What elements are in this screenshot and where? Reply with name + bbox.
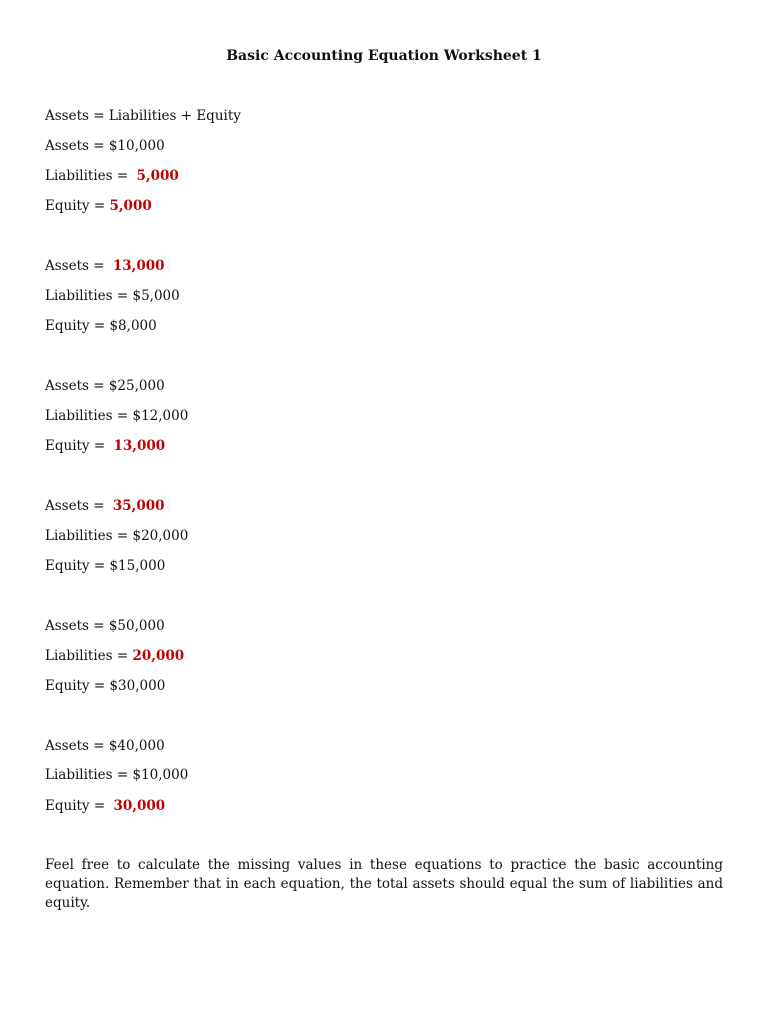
assets-value: $50,000: [108, 618, 165, 634]
problem-5-assets: [45, 617, 165, 635]
worksheet-title: Basic Accounting Equation Worksheet 1: [226, 48, 542, 64]
liabilities-value: $20,000: [132, 528, 189, 544]
liabilities-label: Liabilities =: [45, 767, 133, 783]
liabilities-value: $10,000: [132, 767, 189, 783]
assets-value: $40,000: [108, 738, 165, 754]
problem-6-equity: [45, 797, 165, 815]
assets-label: Assets =: [45, 738, 109, 754]
equity-answer: 30,000: [113, 798, 166, 814]
equity-answer: 5,000: [109, 198, 152, 214]
problem-6-assets: [45, 737, 165, 755]
problem-5-equity: [45, 677, 165, 695]
equity-value: $30,000: [109, 678, 166, 694]
equity-label: Equity =: [45, 318, 110, 334]
equity-label: Equity =: [45, 558, 110, 574]
problem-5-liabilities: [45, 647, 184, 665]
liabilities-label: Liabilities =: [45, 648, 133, 664]
assets-label: Assets =: [45, 138, 109, 154]
problem-3-equity: [45, 437, 165, 455]
equity-label: Equity =: [45, 798, 110, 814]
problem-1-assets: [45, 137, 165, 155]
assets-answer: 13,000: [112, 258, 165, 274]
assets-label: Assets =: [45, 618, 109, 634]
assets-value: $25,000: [108, 378, 165, 394]
equity-value: $15,000: [109, 558, 166, 574]
assets-value: $10,000: [108, 138, 165, 154]
problem-2-equity: [45, 317, 157, 335]
equation-formula: Assets = Liabilities + Equity: [45, 108, 241, 124]
problem-4-assets: [45, 497, 165, 515]
liabilities-value: $5,000: [132, 288, 180, 304]
liabilities-label: Liabilities =: [45, 528, 133, 544]
liabilities-answer: 20,000: [132, 648, 185, 664]
problem-3-assets: [45, 377, 165, 395]
problem-2-assets: [45, 257, 165, 275]
problem-4-equity: [45, 557, 165, 575]
equity-answer: 13,000: [113, 438, 166, 454]
problem-4-liabilities: [45, 527, 188, 545]
assets-label: Assets =: [45, 378, 109, 394]
liabilities-label: Liabilities =: [45, 168, 133, 184]
problem-3-liabilities: [45, 407, 188, 425]
assets-label: Assets =: [45, 498, 109, 514]
problem-6-liabilities: [45, 766, 188, 784]
assets-answer: 35,000: [112, 498, 165, 514]
closing-paragraph: Feel free to calculate the missing values in these equations to practice the basic accounting equation. Remember that in each equation, the total assets should equal the sum of liabilities and equity.: [45, 857, 723, 911]
equity-value: $8,000: [109, 318, 157, 334]
problem-1-equity: [45, 197, 152, 215]
problem-2-liabilities: [45, 287, 180, 305]
liabilities-value: $12,000: [132, 408, 189, 424]
liabilities-answer: 5,000: [136, 168, 179, 184]
liabilities-label: Liabilities =: [45, 288, 133, 304]
liabilities-label: Liabilities =: [45, 408, 133, 424]
equity-label: Equity =: [45, 678, 110, 694]
equity-label: Equity =: [45, 198, 110, 214]
assets-label: Assets =: [45, 258, 109, 274]
problem-1-liabilities: [45, 167, 179, 185]
equity-label: Equity =: [45, 438, 110, 454]
